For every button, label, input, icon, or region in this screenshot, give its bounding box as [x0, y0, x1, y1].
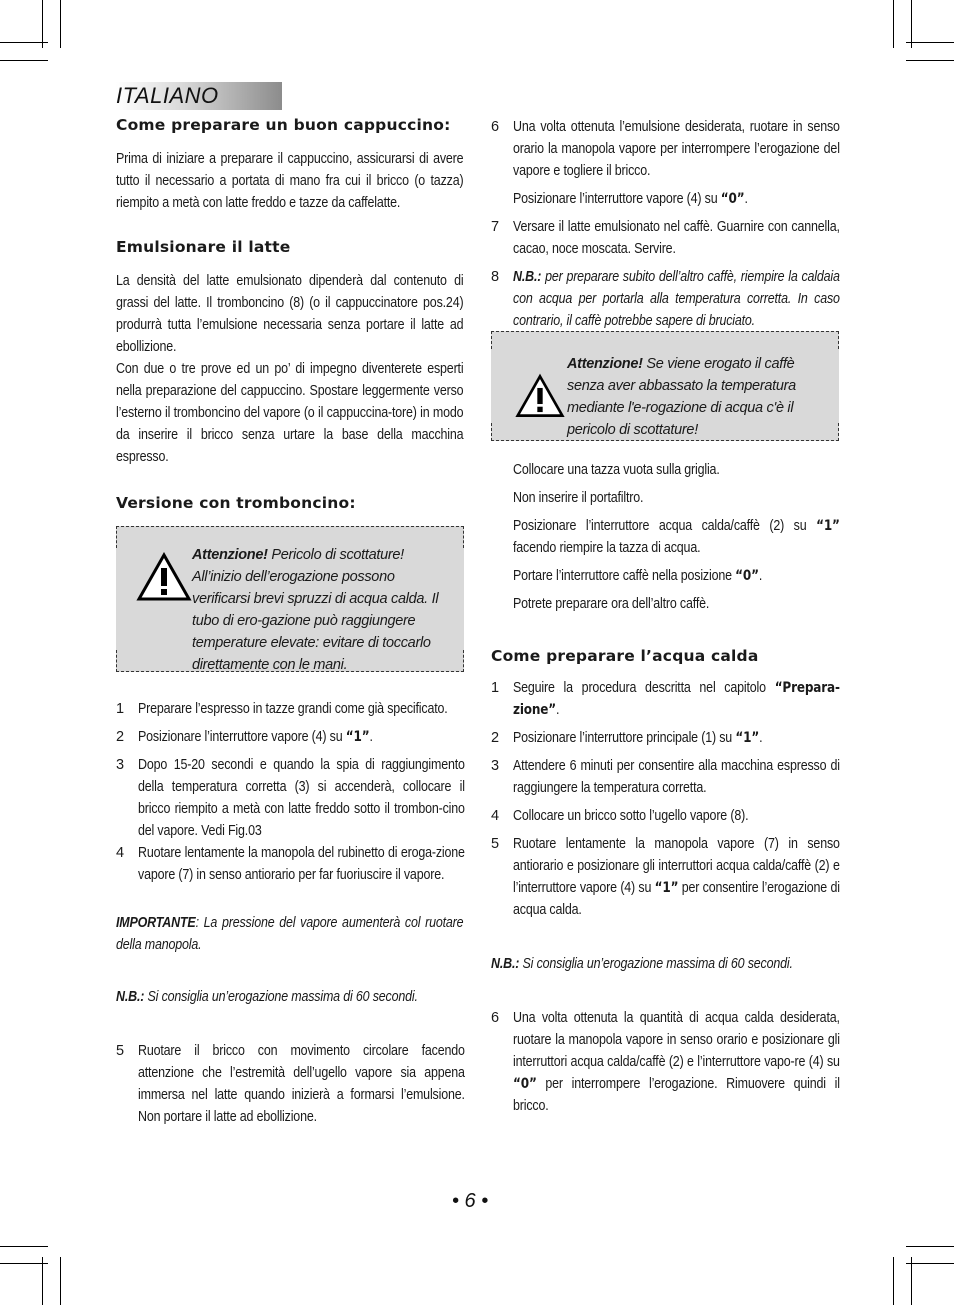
language-tab [116, 82, 282, 110]
emulsion-paragraph-2: Con due o tre prove ed un po’ di impegno diventerete esperti nella preparazione del cappuccino. Spostare leggermente verso l’esterno il tromboncino del vapore (o il cappuccina-tore) in modo da inserire il bricco senza urtare la base della macchina espresso. [116, 361, 464, 465]
list-item: 5 Ruotare lentamente la manopola vapore (7) in senso antiorario e posizionare gli interruttori acqua calda/caffè (2) e l’interruttore vapore (4) su “1” per consentire l’erogazione di acqua calda. [491, 836, 840, 918]
warning-text: Se viene erogato il caffè senza aver abbassato la temperatura mediante l'e-rogazione di acqua c'è il pericolo di scottature! [567, 356, 796, 438]
right-column-lower [491, 459, 839, 1117]
warning-triangle-icon [515, 373, 565, 419]
list-item: 6 Una volta ottenuta l’emulsione desiderata, ruotare in senso orario la manopola vapore per interrompere l’erogazione del vapore e togliere il bricco. [491, 119, 840, 179]
language-label: ITALIANO [116, 83, 219, 108]
list-item: 3 Attendere 6 minuti per consentire alla macchina espresso di raggiungere la temperatura corretta. [491, 758, 840, 796]
right-column [491, 116, 839, 332]
list-item: 6 Una volta ottenuta la quantità di acqua calda desiderata, ruotare la manopola vapore in senso orario e posizionare gli interruttori acqua calda/caffè (2) e l’interruttore vapo-re (4) su “0” per interrompere l’erogazione. Rimuovere quindi il bricco. [491, 1010, 840, 1114]
warning-text-left-wrap [140, 544, 440, 676]
left-steps [116, 698, 464, 1128]
list-item: 8 N.B.: per preparare subito dell’altro caffè, riempire la caldaia con acqua per portarla alla temperatura corretta. In caso contrario, il caffè potrebbe sapere di bruciato. [491, 269, 840, 329]
page-number: • 6 • [452, 1190, 489, 1212]
list-item: 2 Posizionare l’interruttore principale (1) su “1”. [491, 730, 763, 746]
list-item: 2 Posizionare l’interruttore vapore (4) su “1”. [116, 729, 373, 745]
list-item: 4 Collocare un bricco sotto l’ugello vapore (8). [491, 808, 749, 824]
step-sub-line: Posizionare l’interruttore acqua calda/caffè (2) su “1” facendo riempire la tazza di acqua. [513, 518, 840, 556]
list-item: 4 Ruotare lentamente la manopola del rubinetto di eroga-zione vapore (7) in senso antiorario per far fuoriuscire il vapore. [116, 845, 465, 883]
emulsion-paragraph-1: La densità del latte emulsionato dipenderà dal contenuto di grassi del latte. Il tromboncino (8) (o il cappuccinatore pos.24) produrrà tutta l’emulsione necessaria senza portare il latte ad ebollizione. [116, 273, 464, 355]
warning-label: Attenzione! [567, 356, 643, 372]
warning-text: Pericolo di scottature! All’inizio dell’erogazione possono verificarsi brevi spruzzi di acqua calda. Il tubo di ero-gazione può raggiungere temperature elevate: evitare di toccarlo direttamente con le mani. [192, 547, 439, 673]
nb-note-left: N.B.: Si consiglia un’erogazione massima di 60 secondi. [116, 989, 418, 1005]
section-heading-hot-water: Come preparare l’acqua calda [491, 647, 759, 665]
intro-paragraph: Prima di iniziare a preparare il cappuccino, assicurarsi di avere tutto il necessario a portata di mano fra cui il bricco (o tazza) riempito a metà con latte freddo e tazze da caffelatte. [116, 151, 464, 211]
step-sub-line: Potrete preparare ora dell’altro caffè. [513, 596, 710, 612]
warning-label: Attenzione! [192, 547, 268, 563]
nb-note-right: N.B.: Si consiglia un’erogazione massima di 60 secondi. [491, 956, 793, 972]
list-item: 5 Ruotare il bricco con movimento circolare facendo attenzione che l’estremità dell’ugello vapore sia appena immersa nel latte quando inizierà a formarsi l’emulsione. Non portare il latte ad ebollizione. [116, 1043, 465, 1125]
list-item: 3 Dopo 15-20 secondi e quando la spia di raggiungimento della temperatura corretta (3) si accenderà, collocare il bricco riempito a metà con latte freddo sotto il trombon-cino del vapore. Vedi Fig.03 [116, 757, 465, 839]
left-column [116, 114, 464, 514]
section-heading-cappuccino: Come preparare un buon cappuccino: [116, 116, 451, 134]
warning-box-right [491, 331, 839, 441]
step-sub-line: Non inserire il portafiltro. [513, 490, 644, 506]
list-item: 7 Versare il latte emulsionato nel caffè. Guarnire con cannella, cacao, noce moscata. Servire. [491, 219, 840, 257]
step-sub-line: Collocare una tazza vuota sulla griglia. [513, 462, 720, 478]
section-heading-emulsion: Emulsionare il latte [116, 238, 291, 256]
list-item: 1 Preparare l’espresso in tazze grandi come già specificato. [116, 701, 448, 717]
step-sub-line: Posizionare l’interruttore vapore (4) su “0”. [513, 191, 748, 207]
list-item: 1 Seguire la procedura descritta nel capitolo “Prepara-zione”. [491, 680, 840, 718]
important-note: IMPORTANTE: La pressione del vapore aumenterà col ruotare della manopola. [116, 915, 464, 953]
step-sub-line: Portare l’interruttore caffè nella posizione “0”. [513, 568, 763, 584]
section-heading-tromboncino: Versione con tromboncino: [116, 494, 356, 512]
warning-box-left [116, 526, 464, 672]
